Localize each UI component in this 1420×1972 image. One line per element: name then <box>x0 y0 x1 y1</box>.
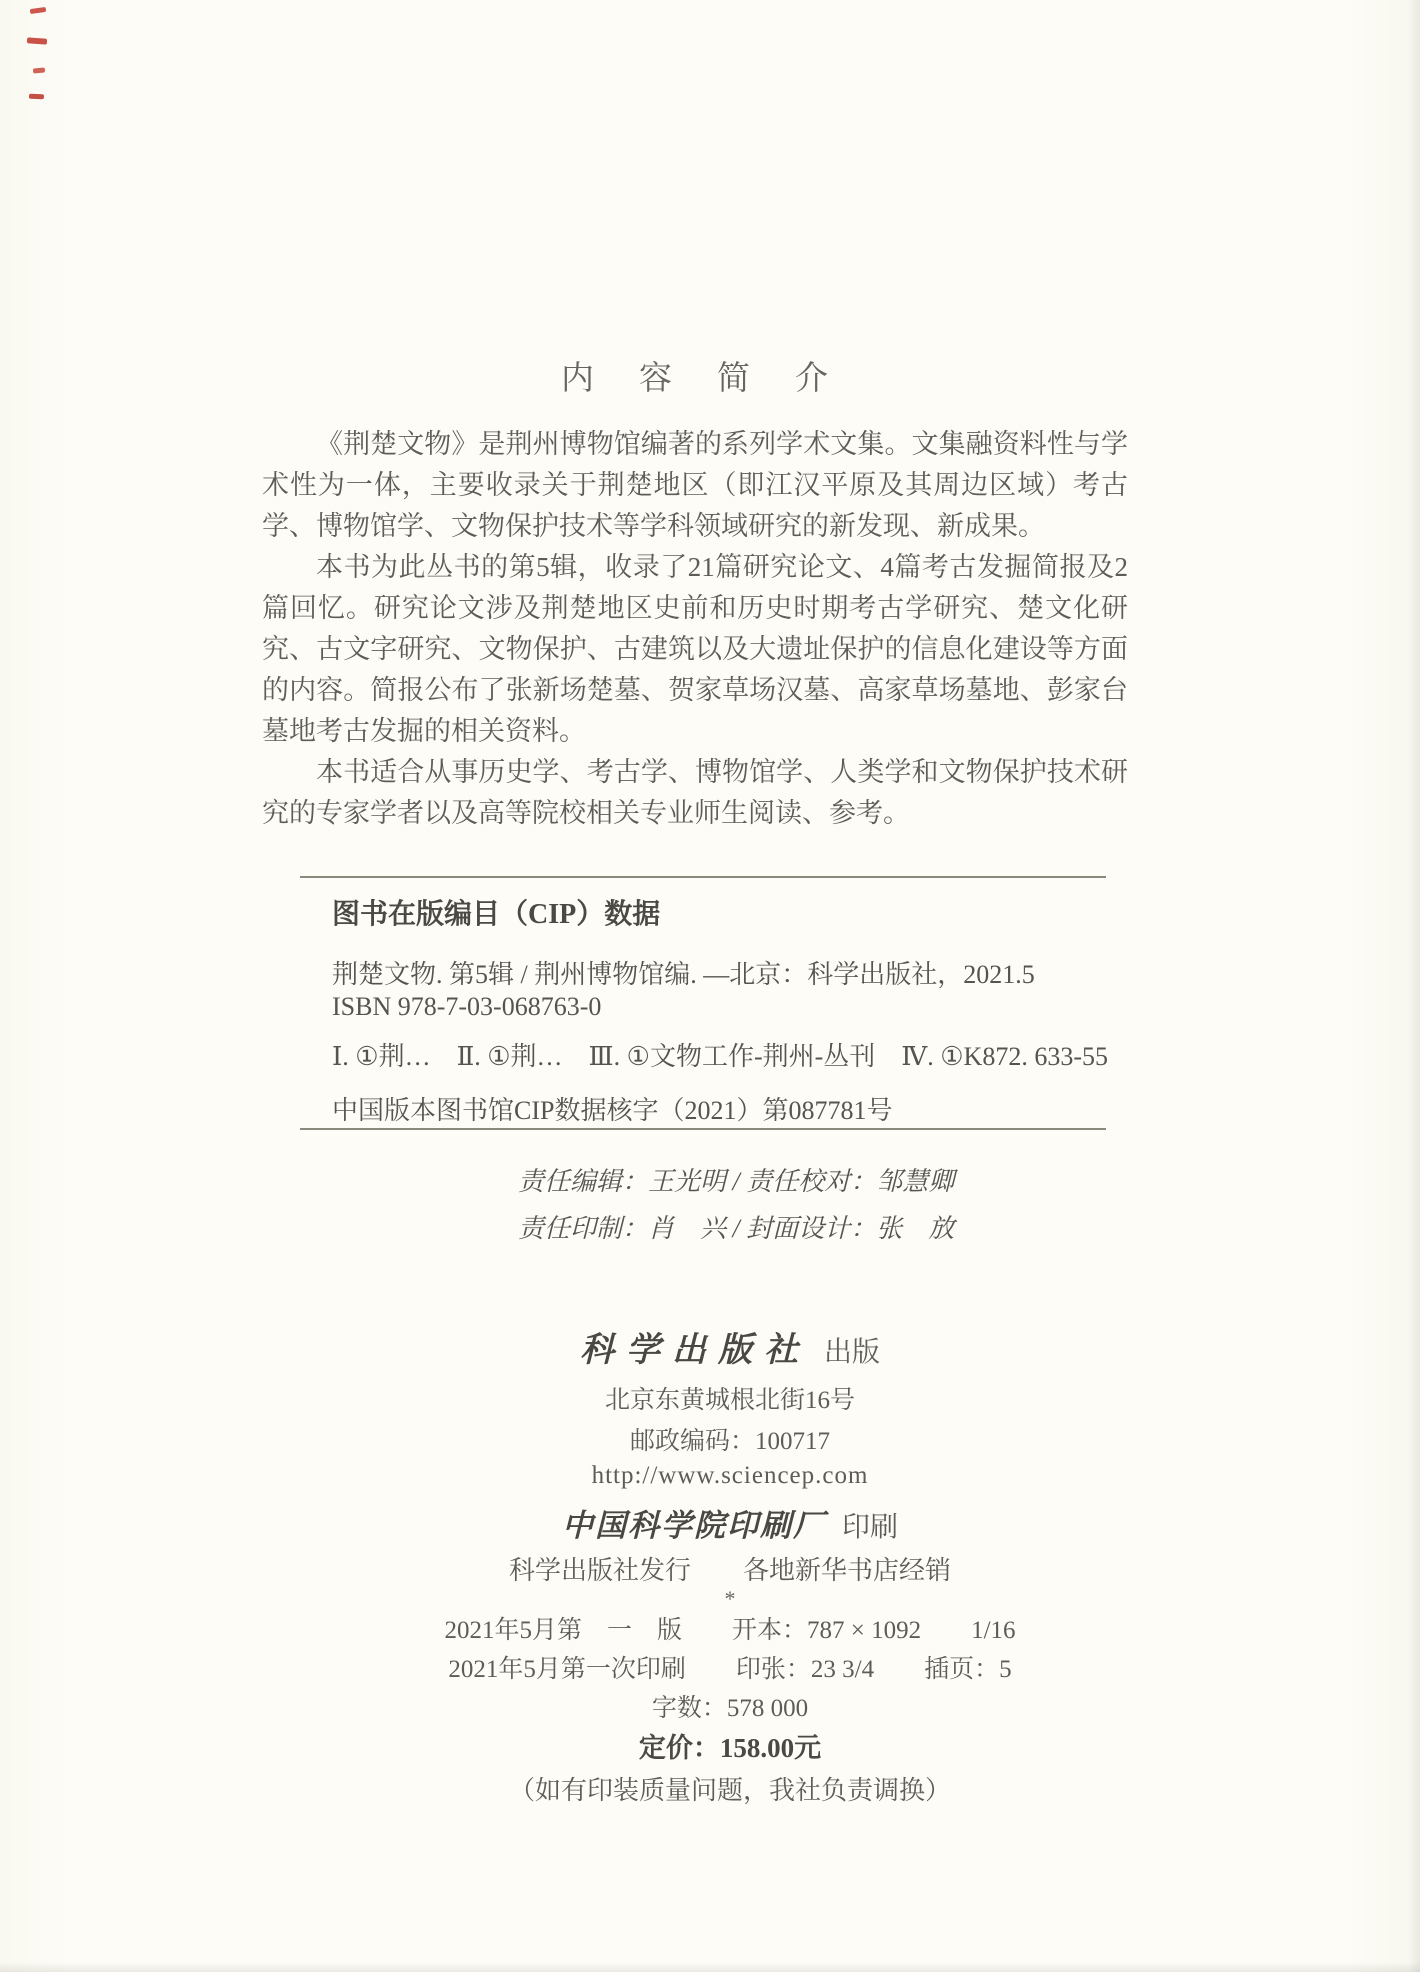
scan-edge-shadow-bottom <box>0 1962 1420 1972</box>
summary-paragraph: 本书为此丛书的第5辑，收录了21篇研究论文、4篇考古发掘简报及2篇回忆。研究论文涉及荆楚地区史前和历史时期考古学研究、楚文化研究、古文字研究、文物保护、古建筑以及大遗址保护的信息化建设等方面的内容。简报公布了张新场楚墓、贺家草场汉墓、高家草场墓地、彭家台墓地考古发掘的相关资料。 <box>262 552 1128 746</box>
content-summary <box>262 424 1128 834</box>
red-scan-mark <box>27 37 47 44</box>
cip-record-line: 荆楚文物. 第5辑 / 荆州博物馆编. —北京：科学出版社，2021.5 <box>332 960 1035 989</box>
summary-paragraph: 本书适合从事历史学、考古学、博物馆学、人类学和文物保护技术研究的专家学者以及高等院校相关专业师生阅读、参考。 <box>262 757 1128 828</box>
scan-edge-shadow-right <box>1408 0 1420 1972</box>
price-line: 定价：158.00元 <box>638 1733 822 1763</box>
red-scan-mark <box>30 7 47 14</box>
publisher-line <box>300 1322 1160 1371</box>
staff-editors-line: 责任编辑：王光明 / 责任校对：邹慧卿 <box>518 1167 955 1196</box>
red-scan-mark <box>29 94 44 100</box>
printing-sheets-line: 2021年5月第一次印刷 印张：23 3/4 插页：5 <box>448 1656 1012 1683</box>
publisher-address: 北京东黄城根北街16号 <box>604 1387 855 1414</box>
red-scan-mark <box>33 67 45 73</box>
cip-data-box <box>300 876 1106 1130</box>
quality-notice: （如有印装质量问题，我社负责调换） <box>508 1776 951 1805</box>
cip-heading: 图书在版编目（CIP）数据 <box>332 899 661 930</box>
cip-isbn: ISBN 978-7-03-068763-0 <box>332 992 602 1021</box>
publisher-website: http://www.sciencep.com <box>591 1462 869 1489</box>
word-count-line: 字数：578 000 <box>651 1695 809 1722</box>
cip-registry-number: 中国版本图书馆CIP数据核字（2021）第087781号 <box>332 1096 893 1125</box>
staff-printing-line: 责任印制：肖 兴 / 封面设计：张 放 <box>518 1214 955 1243</box>
cip-classification: Ⅰ. ①荆… Ⅱ. ①荆… Ⅲ. ①文物工作-荆州-丛刊 Ⅳ. ①K872. 633-55 <box>332 1042 1108 1071</box>
summary-paragraph: 《荆楚文物》是荆州博物馆编著的系列学术文集。文集融资料性与学术性为一体，主要收录关于荆楚地区（即江汉平原及其周边区域）考古学、博物馆学、文物保护技术等学科领域研究的新发现、新成果。 <box>262 429 1128 541</box>
publisher-postcode: 邮政编码：100717 <box>629 1428 830 1455</box>
printer-line <box>300 1500 1160 1545</box>
printer-name-calligraphy: 中国科学院印刷厂 <box>561 1508 826 1543</box>
staff-credits <box>518 1158 954 1252</box>
distribution-line: 科学出版社发行 各地新华书店经销 <box>508 1556 951 1585</box>
divider-asterisk: * <box>724 1586 736 1611</box>
edition-format-line: 2021年5月第 一 版 开本：787 × 1092 1/16 <box>444 1617 1016 1644</box>
printer-suffix: 印刷 <box>841 1512 898 1543</box>
publisher-suffix: 出版 <box>823 1337 880 1368</box>
section-title-content-summary: 内容简介 <box>561 361 873 397</box>
publisher-name-calligraphy: 科学出版社 <box>579 1332 810 1369</box>
